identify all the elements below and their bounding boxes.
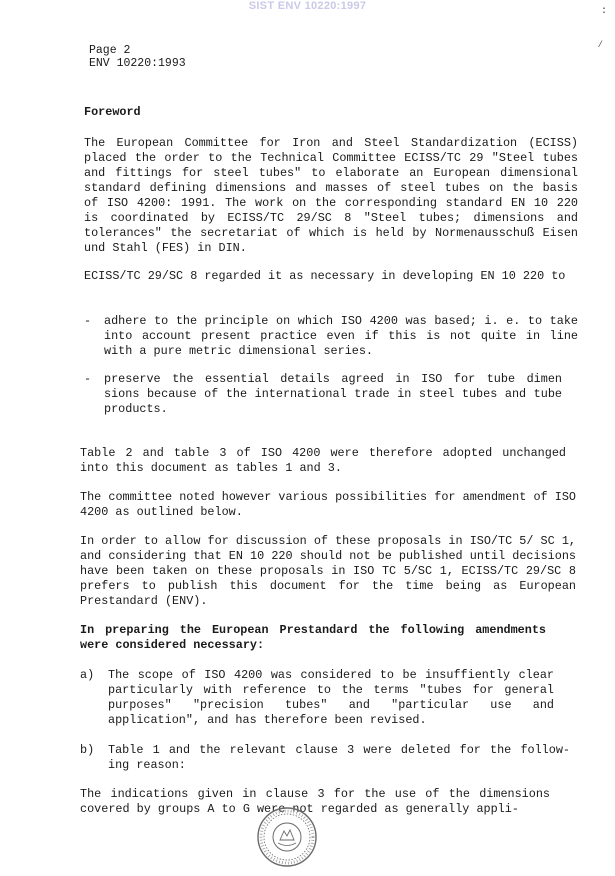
- page-number: Page 2: [89, 44, 131, 57]
- paragraph-scope: ECISS/TC 29/SC 8 regarded it as necessary in developing EN 10 220 to: [84, 269, 566, 283]
- paragraph-prestandard: In order to allow for discussion of these proposals in ISO/TC 5/ SC 1, and considering that EN 10 220 should not be published until decisions have been taken on these proposals in ISO TC 5/SC 1, ECISS/TC 29/SC 8 prefers to publish this document for the time being as European Prestandard (ENV).: [80, 534, 576, 608]
- bullet-item: [84, 372, 578, 420]
- paragraph-tables: Table 2 and table 3 of ISO 4200 were therefore adopted unchanged into this document as tables 1 and 3.: [80, 446, 566, 475]
- corner-mark: :: [600, 6, 607, 17]
- page-header: [89, 44, 186, 70]
- bullet-text: adhere to the principle on which ISO 4200 was based; i. e. to take into account present practice even if this is not quite in line with a pure metric dimensional series.: [104, 314, 578, 358]
- amendment-text: The scope of ISO 4200 was considered to be insuffiently clear particularly with reference to the terms "tubes for general purposes" "precision tubes" and "particular use and application", and has therefore been revised.: [108, 668, 554, 727]
- bullet-marker: -: [84, 372, 92, 386]
- side-mark: /: [597, 40, 603, 50]
- paragraph-committee: The committee noted however various possibilities for amendment of ISO 4200 as outlined below.: [80, 490, 576, 519]
- amendment-marker: b): [80, 743, 95, 757]
- paragraph-amendments: In preparing the European Prestandard the following amendments were considered necessary:: [80, 623, 546, 652]
- paragraph-indications: The indications given in clause 3 for the use of the dimensions covered by groups A to G were not regarded as generally appli-: [80, 787, 550, 816]
- paragraph-intro: The European Committee for Iron and Steel Standardization (ECISS) placed the order to the Technical Committee ECISS/TC 29 "Steel tubes and fittings for steel tubes" to elaborate an European dimensional standard defining dimensions and masses of steel tubes on the basis of ISO 4200: 1991. The work on the corresponding standard EN 10 220 is coordinated by ECISS/TC 29/SC 8 "Steel tubes; dimensions and tolerances" the secretariat of which is held by Normenausschuß Eisen und Stahl (FES) in DIN.: [84, 136, 578, 255]
- amendment-item: [80, 668, 576, 730]
- amendment-text: Table 1 and the relevant clause 3 were deleted for the follow- ing reason:: [108, 743, 570, 772]
- foreword-heading: Foreword: [84, 105, 141, 119]
- official-seal-icon: [256, 806, 318, 868]
- watermark: SIST ENV 10220:1997: [248, 0, 367, 12]
- bullet-text: preserve the essential details agreed in ISO for tube dimen sions because of the international trade in steel tubes and tube products.: [104, 372, 562, 416]
- bullet-item: [84, 314, 578, 362]
- bullet-marker: -: [84, 314, 92, 328]
- standard-number: ENV 10220:1993: [89, 57, 186, 70]
- amendment-marker: a): [80, 668, 95, 682]
- amendment-item: [80, 743, 576, 775]
